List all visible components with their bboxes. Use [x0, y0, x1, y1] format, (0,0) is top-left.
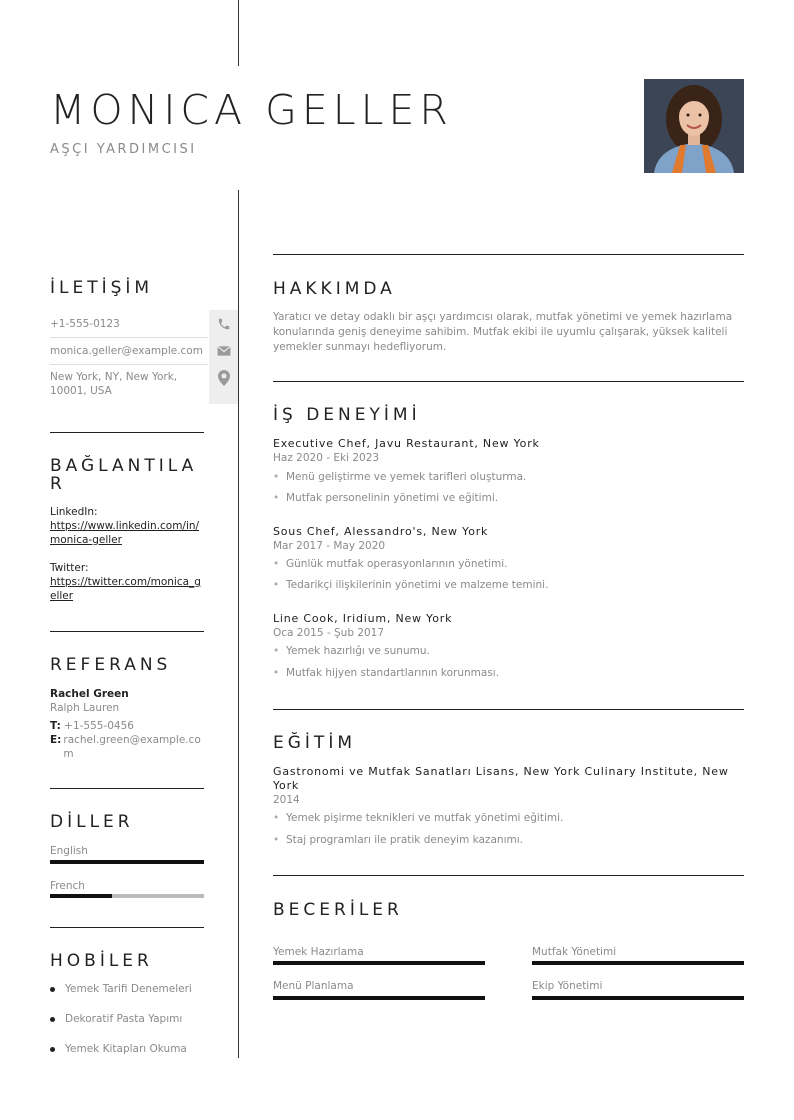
- reference-email-label: E:: [50, 734, 62, 746]
- bullet-icon: •: [273, 558, 280, 570]
- experience-heading: İŞ DENEYİMİ: [273, 405, 421, 425]
- section-divider: [273, 254, 744, 255]
- bullet-dot-icon: [50, 1017, 55, 1022]
- reference-heading: REFERANS: [50, 655, 172, 675]
- top-divider-line: [238, 0, 239, 66]
- section-divider: [273, 709, 744, 710]
- linkedin-label: LinkedIn:: [50, 506, 98, 518]
- profile-photo: [644, 79, 744, 173]
- bullet-icon: •: [273, 471, 280, 483]
- bullet-text: Tedarikçi ilişkilerinin yönetimi ve malzeme temini.: [286, 579, 549, 591]
- contact-phone[interactable]: +1-555-0123: [50, 318, 120, 330]
- bullet-icon: •: [273, 667, 280, 679]
- hobby-text: Dekoratif Pasta Yapımı: [65, 1013, 183, 1025]
- about-text: Yaratıcı ve detay odaklı bir aşçı yardımcısı olarak, mutfak yönetimi ve yemek hazırlama konularında geniş deneyime sahibim. Mutfak ekibi ile uyumlu çalışarak, yüksek kaliteli yemekler sunmayı hedefliyorum.: [273, 311, 733, 353]
- bullet-dot-icon: [50, 1047, 55, 1052]
- skill-label: Ekip Yönetimi: [532, 980, 603, 992]
- job-bullet: [273, 667, 499, 679]
- reference-phone[interactable]: +1-555-0456: [64, 720, 134, 732]
- section-divider: [50, 788, 204, 789]
- reference-phone-row: [50, 719, 134, 733]
- job-bullet: [273, 492, 498, 504]
- skill-label: Mutfak Yönetimi: [532, 946, 617, 958]
- contact-divider: [50, 337, 208, 338]
- twitter-link[interactable]: https://twitter.com/monica_geller: [50, 576, 201, 602]
- job-bullet: [273, 579, 548, 591]
- reference-company: Ralph Lauren: [50, 702, 120, 714]
- education-bullet: [273, 812, 563, 824]
- education-degree: Gastronomi ve Mutfak Sanatları Lisans, New York Culinary Institute, New York: [273, 765, 729, 792]
- job-dates: Mar 2017 - May 2020: [273, 540, 386, 552]
- skill-bar: [532, 961, 744, 965]
- about-heading: HAKKIMDA: [273, 279, 396, 299]
- section-divider: [50, 927, 204, 928]
- bullet-text: Yemek pişirme teknikleri ve mutfak yönetimi eğitimi.: [286, 812, 564, 824]
- hobby-text: Yemek Kitapları Okuma: [65, 1043, 187, 1055]
- bullet-text: Mutfak personelinin yönetimi ve eğitimi.: [286, 492, 499, 504]
- section-divider: [273, 381, 744, 382]
- bullet-text: Menü geliştirme ve yemek tarifleri oluşturma.: [286, 471, 527, 483]
- section-divider: [50, 631, 204, 632]
- contact-email[interactable]: monica.geller@example.com: [50, 345, 203, 357]
- reference-email-row: [50, 733, 204, 761]
- reference-phone-label: T:: [50, 720, 61, 732]
- bullet-icon: •: [273, 645, 280, 657]
- job-dates: Haz 2020 - Eki 2023: [273, 452, 380, 464]
- bullet-icon: •: [273, 834, 280, 846]
- bullet-text: Günlük mutfak operasyonlarının yönetimi.: [286, 558, 508, 570]
- reference-name: Rachel Green: [50, 688, 129, 700]
- job-bullet: [273, 558, 507, 570]
- bullet-icon: •: [273, 812, 280, 824]
- bullet-text: Staj programları ile pratik deneyim kazanımı.: [286, 834, 523, 846]
- bullet-text: Mutfak hijyen standartlarının korunması.: [286, 667, 500, 679]
- education-heading: EĞİTİM: [273, 733, 356, 753]
- language-english-bar: [50, 860, 204, 864]
- section-divider: [50, 432, 204, 433]
- links-heading: BAĞLANTILA R: [50, 456, 198, 494]
- contact-divider: [50, 364, 208, 365]
- hobby-text: Yemek Tarifi Denemeleri: [65, 983, 192, 995]
- phone-icon: [209, 310, 238, 337]
- bullet-dot-icon: [50, 987, 55, 992]
- reference-email[interactable]: rachel.green@example.com: [63, 734, 201, 760]
- hobbies-heading: HOBİLER: [50, 951, 153, 971]
- education-bullet: [273, 834, 523, 846]
- skills-heading: BECERİLER: [273, 900, 403, 920]
- job-title: Line Cook, Iridium, New York: [273, 612, 453, 625]
- skill-bar: [273, 961, 485, 965]
- job-dates: Oca 2015 - Şub 2017: [273, 627, 385, 639]
- bullet-icon: •: [273, 492, 280, 504]
- mail-icon: [209, 337, 238, 364]
- hobby-item: [50, 1043, 187, 1055]
- language-french-bar: [50, 894, 112, 898]
- hobby-item: [50, 1013, 182, 1025]
- skill-label: Menü Planlama: [273, 980, 354, 992]
- linkedin-link[interactable]: https://www.linkedin.com/in/monica-geller: [50, 520, 200, 546]
- hobby-item: [50, 983, 192, 995]
- education-year: 2014: [273, 794, 300, 806]
- job-title: AŞÇI YARDIMCISI: [50, 142, 197, 157]
- skill-label: Yemek Hazırlama: [273, 946, 364, 958]
- language-english-label: English: [50, 845, 88, 857]
- languages-heading: DİLLER: [50, 812, 134, 832]
- bullet-icon: •: [273, 579, 280, 591]
- job-title: Sous Chef, Alessandro's, New York: [273, 525, 489, 538]
- location-pin-icon: [209, 364, 238, 404]
- job-bullet: [273, 645, 430, 657]
- job-title: Executive Chef, Javu Restaurant, New York: [273, 437, 540, 450]
- contact-address: New York, NY, New York, 10001, USA: [50, 371, 178, 397]
- candidate-name: MONICA GELLER: [50, 86, 453, 134]
- contact-heading: İLETİŞİM: [50, 278, 154, 298]
- column-divider-line: [238, 190, 239, 1058]
- twitter-label: Twitter:: [50, 562, 89, 574]
- section-divider: [273, 875, 744, 876]
- language-french-label: French: [50, 880, 85, 892]
- job-bullet: [273, 471, 526, 483]
- bullet-text: Yemek hazırlığı ve sunumu.: [286, 645, 430, 657]
- skill-bar: [273, 996, 485, 1000]
- skill-bar: [532, 996, 744, 1000]
